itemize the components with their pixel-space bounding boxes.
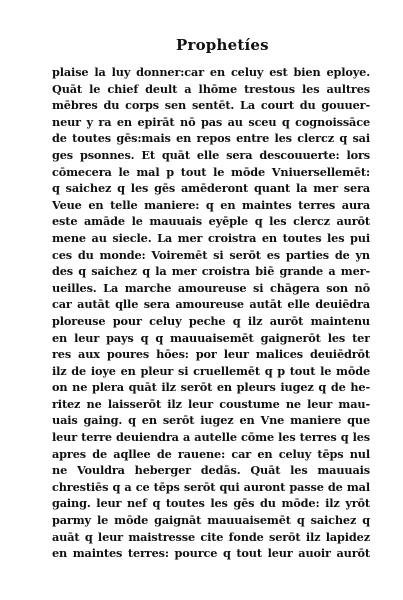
text-line: en leur pays q q mauuaisemēt gaignerōt les ter	[52, 330, 370, 345]
text-line: mene au siecle. La mer croistra en toutes les pui	[52, 230, 370, 245]
running-head: Prophetíes	[176, 36, 269, 54]
text-line: des q saichez q la mer croistra biē grande a mer-	[52, 264, 370, 279]
text-line: auāt q leur maistresse cite fonde serōt ilz lapidez	[52, 529, 370, 544]
text-line: res aux poures hōes: por leur malices deuiēdrōt	[52, 347, 370, 362]
text-line: neur y ra en epirāt nō pas au sceu q cognoissāce	[52, 114, 370, 129]
text-line: car autāt qlle sera amoureuse autāt elle deuiēdra	[52, 297, 370, 312]
text-line: q saichez q les gēs amēderont quant la mer sera	[52, 181, 370, 196]
text-line: ces du monde: Voiremēt si serōt es parties de yn	[52, 247, 370, 262]
text-line: de toutes gēs:mais en repos entre les clercz q sai	[52, 131, 370, 146]
text-line: ges psonnes. Et quāt elle sera descouuerte: lors	[52, 147, 370, 162]
text-line: plaise la luy donner:car en celuy est bien eploye.	[52, 65, 370, 79]
text-line: leur terre deuiendra a autelle cōme les terres q les	[52, 430, 370, 445]
text-line: cōmecera le mal p tout le mōde Vniuersellemēt:	[52, 164, 370, 179]
text-line: uais gaing. q en serōt iugez en Vne maniere que	[52, 413, 370, 428]
text-line: ne Vouldra heberger dedās. Quāt les mauuais	[52, 463, 370, 478]
text-line: apres de aqllee de rauene: car en celuy tēps nul	[52, 446, 370, 461]
text-line: ritez ne laisserōt ilz leur coustume ne leur mau-	[52, 396, 370, 411]
text-line: ploreuse pour celuy peche q ilz aurōt maintenu	[52, 313, 370, 328]
text-line: en maintes terres: pource q tout leur auoir aurōt	[52, 546, 370, 561]
text-line: ueilles. La marche amoureuse si chāgera son nō	[52, 280, 370, 295]
text-line: chrestiēs q a ce tēps serōt qui auront passe de mal	[52, 479, 370, 494]
text-line: este amāde le mauuais eyēple q les clercz aurōt	[52, 214, 370, 229]
text-line: gaing. leur nef q toutes les gēs du mōde: ilz yrōt	[52, 496, 370, 511]
text-line: Quāt le chief deult a lhōme trestous les aultres	[52, 81, 370, 96]
text-line: Veue en telle maniere: q en maintes terres aura	[52, 197, 370, 212]
text-line: ilz de ioye en pleur si cruellemēt q p tout le mōde	[52, 363, 370, 378]
text-line: mēbres du corps sen sentēt. La court du gouuer-	[52, 98, 370, 113]
text-line: on ne plera quāt ilz serōt en pleurs iugez q de he-	[52, 380, 370, 395]
text-line: parmy le mōde gaignāt mauuaisemēt q saichez q	[52, 513, 370, 528]
text-block	[52, 64, 370, 562]
